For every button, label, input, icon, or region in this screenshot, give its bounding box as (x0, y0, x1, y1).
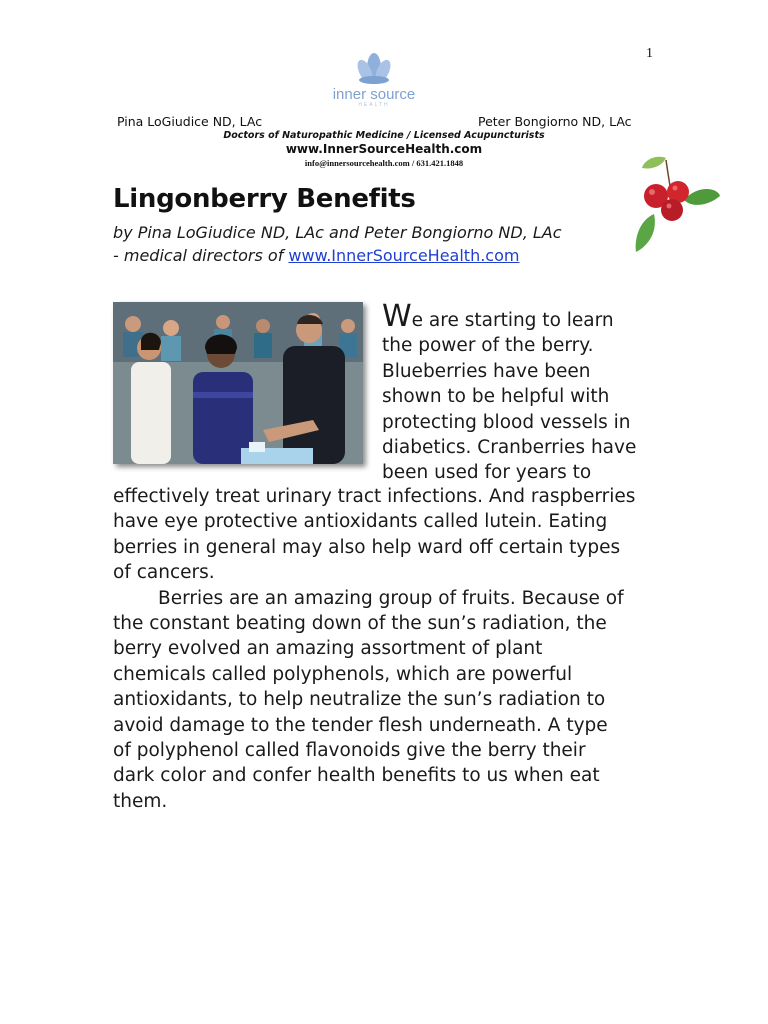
text-line: them. (113, 790, 168, 812)
text-line: diabetics. Cranberries have (382, 437, 637, 459)
text-line: of cancers. (113, 562, 215, 584)
text-line: the power of the berry. (382, 335, 594, 357)
left-doctor-name: Pina LoGiudice ND, LAc (117, 114, 263, 129)
byline-authors: by Pina LoGiudice ND, LAc and Peter Bongiorno ND, LAc (113, 223, 562, 242)
text-line: been used for years to (382, 462, 592, 484)
text-line-content: e are starting to learn (411, 310, 614, 331)
text-line: Blueberries have been (382, 360, 591, 382)
byline-directors (113, 246, 519, 265)
text-line: effectively treat urinary tract infections. And raspberries (113, 486, 636, 507)
text-line: of polyphenol called flavonoids give the berry their (113, 740, 586, 762)
article-title: Lingonberry Benefits (113, 184, 416, 214)
header-website: www.InnerSourceHealth.com (285, 142, 483, 156)
text-line: chemicals called polyphenols, which are powerful (113, 663, 573, 685)
text-line: berries in general may also help ward off certain types (113, 536, 621, 558)
right-doctor-name: Peter Bongiorno ND, LAc (478, 114, 632, 129)
header-contact: info@innersourcehealth.com / 631.421.1848 (304, 158, 464, 168)
logo (320, 50, 428, 114)
text-line: antioxidants, to help neutralize the sun’s radiation to (113, 689, 606, 711)
logo-name: inner source (332, 86, 416, 103)
article-body (113, 484, 635, 814)
byline-prefix: - medical directors of (113, 246, 284, 265)
tv-show-photo (113, 302, 363, 464)
text-line: dark color and confer health benefits to us when eat (113, 765, 600, 787)
text-line: the constant beating down of the sun’s radiation, the (113, 613, 607, 635)
text-line: avoid damage to the tender flesh underneath. A type (113, 714, 608, 736)
text-line: shown to be helpful with (382, 386, 610, 408)
text-line: berry evolved an amazing assortment of plant (113, 638, 543, 660)
text-line (382, 299, 636, 334)
text-line: protecting blood vessels in (382, 411, 631, 433)
page-number: 1 (646, 46, 653, 61)
photo-illustration (113, 302, 363, 464)
intro-wrapped-text (382, 299, 637, 486)
text-line: have eye protective antioxidants called lutein. Eating (113, 511, 608, 533)
lotus-logo-icon (350, 50, 398, 86)
website-link[interactable]: www.InnerSourceHealth.com (288, 246, 520, 265)
logo-tagline: HEALTH (358, 102, 390, 108)
lingonberry-sprig-icon (626, 154, 722, 258)
header-subtitle: Doctors of Naturopathic Medicine / Licensed Acupuncturists (223, 130, 545, 141)
drop-cap: W (382, 299, 412, 334)
text-line: Berries are an amazing group of fruits. Because of (158, 587, 624, 609)
